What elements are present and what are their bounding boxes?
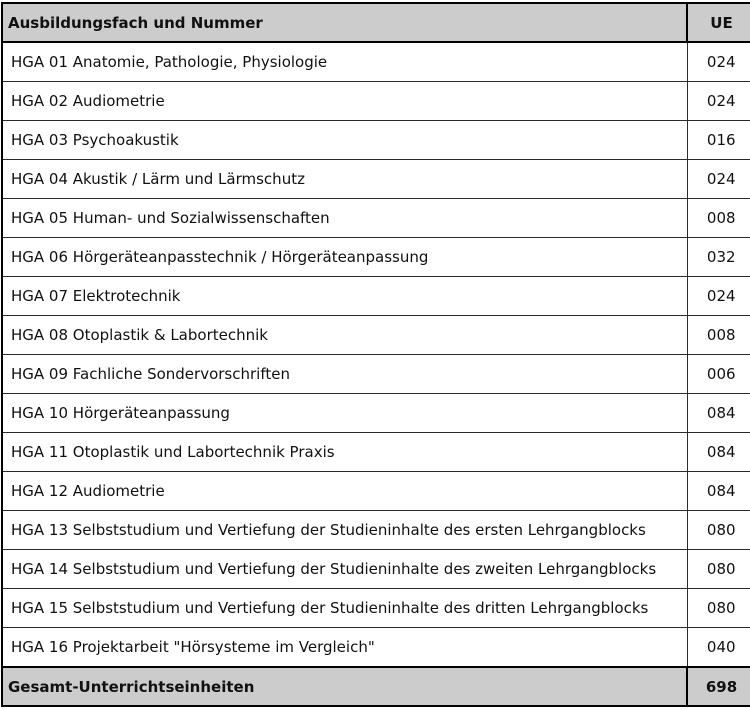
table-row [2, 355, 750, 394]
row-subject: HGA 04 Akustik / Lärm und Lärmschutz [2, 160, 687, 199]
row-subject: HGA 12 Audiometrie [2, 472, 687, 511]
row-ue: 080 [687, 589, 750, 628]
row-subject: HGA 08 Otoplastik & Labortechnik [2, 316, 687, 355]
row-subject: HGA 13 Selbststudium und Vertiefung der Studieninhalte des ersten Lehrgangblocks [2, 511, 687, 550]
row-ue: 080 [687, 550, 750, 589]
table-row [2, 199, 750, 238]
table-row [2, 82, 750, 121]
total-label: Gesamt-Unterrichtseinheiten [2, 667, 687, 706]
row-subject: HGA 14 Selbststudium und Vertiefung der Studieninhalte des zweiten Lehrgangblocks [2, 550, 687, 589]
row-subject: HGA 01 Anatomie, Pathologie, Physiologie [2, 42, 687, 82]
row-subject: HGA 10 Hörgeräteanpassung [2, 394, 687, 433]
table-row [2, 433, 750, 472]
table-row [2, 589, 750, 628]
row-ue: 024 [687, 160, 750, 199]
table-row [2, 511, 750, 550]
table-row [2, 628, 750, 668]
row-subject: HGA 06 Hörgeräteanpasstechnik / Hörgeräteanpassung [2, 238, 687, 277]
row-ue: 008 [687, 199, 750, 238]
row-ue: 006 [687, 355, 750, 394]
row-subject: HGA 11 Otoplastik und Labortechnik Praxis [2, 433, 687, 472]
row-ue: 024 [687, 82, 750, 121]
row-subject: HGA 02 Audiometrie [2, 82, 687, 121]
row-ue: 016 [687, 121, 750, 160]
row-subject: HGA 09 Fachliche Sondervorschriften [2, 355, 687, 394]
table-header-row [2, 3, 750, 42]
row-ue: 084 [687, 394, 750, 433]
row-subject: HGA 03 Psychoakustik [2, 121, 687, 160]
header-subject: Ausbildungsfach und Nummer [2, 3, 687, 42]
row-ue: 084 [687, 433, 750, 472]
table-row [2, 472, 750, 511]
table-row [2, 550, 750, 589]
table-body [2, 42, 750, 667]
table-row [2, 394, 750, 433]
curriculum-table [1, 2, 750, 707]
table-row [2, 277, 750, 316]
row-ue: 040 [687, 628, 750, 668]
row-ue: 024 [687, 277, 750, 316]
row-ue: 024 [687, 42, 750, 82]
header-ue: UE [687, 3, 750, 42]
table-row [2, 121, 750, 160]
row-subject: HGA 05 Human- und Sozialwissenschaften [2, 199, 687, 238]
table-row [2, 160, 750, 199]
table-row [2, 238, 750, 277]
table-row [2, 42, 750, 82]
total-value: 698 [687, 667, 750, 706]
table-row [2, 316, 750, 355]
row-ue: 080 [687, 511, 750, 550]
row-ue: 084 [687, 472, 750, 511]
row-ue: 008 [687, 316, 750, 355]
row-subject: HGA 15 Selbststudium und Vertiefung der Studieninhalte des dritten Lehrgangblocks [2, 589, 687, 628]
table-total-row [2, 667, 750, 706]
row-subject: HGA 16 Projektarbeit "Hörsysteme im Vergleich" [2, 628, 687, 668]
row-ue: 032 [687, 238, 750, 277]
row-subject: HGA 07 Elektrotechnik [2, 277, 687, 316]
